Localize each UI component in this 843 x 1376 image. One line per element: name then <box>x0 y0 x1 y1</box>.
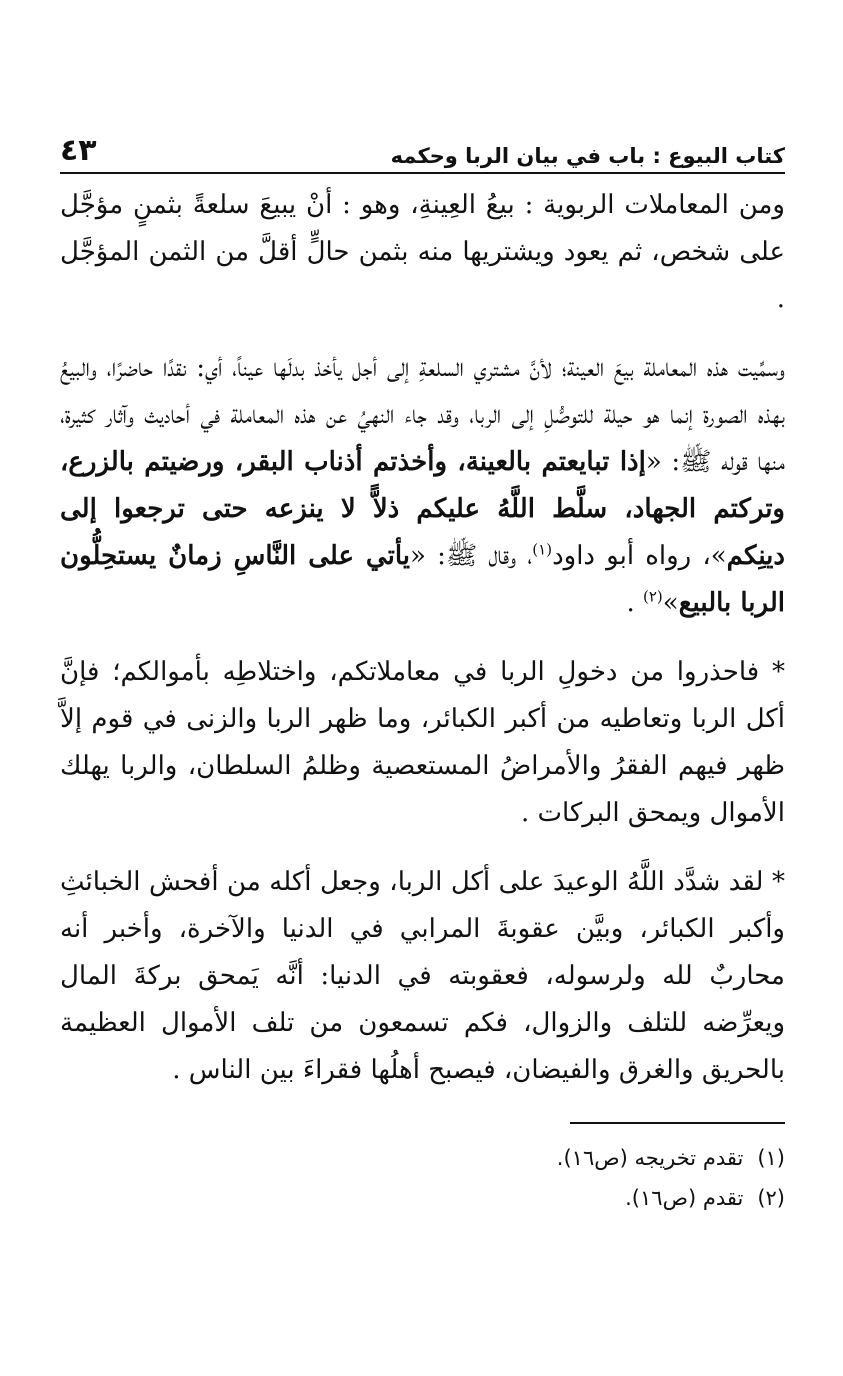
paragraph-2-text-1: وسمِّيت هذه المعاملة بيعَ العينة؛ لأنَّ مشتري السلعةِ إلى أجل يأخذ بدلَها عيناً، أي: نقدًا حاضرًا، والبيعُ بهذه الصورة إنما هو حيلة للتوصُّلِ إلى الربا، وقد جاء النهيُ عن هذه المعاملة في أحاديث وآثار كثيرة، منها قوله ﷺ: « <box>60 353 785 477</box>
footnote-ref-2: (٢) <box>642 587 663 606</box>
paragraph-1: ومن المعاملات الربوية : بيعُ العِينةِ، وهو : أنْ يبيعَ سلعةً بثمنٍ مؤجَّل على شخص، ثم يعود ويشتريها منه بثمن حالٍّ أقلَّ من الثمن المؤجَّل . <box>60 190 785 314</box>
footnote-number: (٢) <box>757 1186 785 1210</box>
paragraph-2-text-3: ، وقال ﷺ: « <box>410 541 533 571</box>
footnote-ref-1: (١) <box>532 540 553 559</box>
footnote-text: تقدم تخريجه (ص١٦). <box>556 1146 744 1170</box>
footnotes <box>60 1138 785 1218</box>
paragraph-2 <box>60 345 785 627</box>
hadith-1: إذا تبايعتم بالعينة، وأخذتم أذناب البقر، ورضيتم بالزرع، وتركتم الجهاد، سلَّط اللَّهُ عليكم ذلاًّ لا ينزعه حتى ترجعوا إلى دينِكم <box>60 447 785 571</box>
paragraph-3: * فاحذروا من دخولِ الربا في معاملاتكم، واختلاطِه بأموالكم؛ فإنَّ أكل الربا وتعاطيه من أكبر الكبائر، وما ظهر الربا والزنى في قوم إلاَّ ظهر فيهم الفقرُ والأمراضُ المستعصية وظلمُ السلطان، والربا يهلك الأموال ويمحق البركات . <box>60 657 785 828</box>
footnote-divider <box>570 1122 785 1124</box>
footnote-2 <box>60 1178 785 1218</box>
footnote-number: (١) <box>757 1146 785 1170</box>
page-body <box>60 182 785 1094</box>
page-number: ٤٣ <box>60 133 97 168</box>
hadith-2: يأتي على النَّاسِ زمانٌ يستحِلُّون الربا بالبيع <box>60 541 785 618</box>
paragraph-2-text-2: »، رواه أبو داود <box>552 541 727 571</box>
page-header <box>60 120 785 174</box>
paragraph-2-text-5: . <box>626 588 643 618</box>
paragraph-2-text-4: » <box>662 588 679 618</box>
footnote-text: تقدم (ص١٦). <box>625 1186 744 1210</box>
book-page <box>60 120 785 1218</box>
running-title: كتاب البيوع : باب في بيان الربا وحكمه <box>390 144 785 168</box>
footnote-1 <box>60 1138 785 1178</box>
paragraph-4: * لقد شدَّد اللَّهُ الوعيدَ على أكل الربا، وجعل أكله من أفحش الخبائثِ وأكبر الكبائر، وبيَّن عقوبةَ المرابي في الدنيا والآخرة، وأخبر أنه محاربٌ لله ولرسوله، فعقوبته في الدنيا: أنَّه يَمحق بركةَ المال ويعرِّضه للتلف والزوال، فكم تسمعون من تلف الأموال العظيمة بالحريق والغرق والفيضان، فيصبح أهلُها فقراءَ بين الناس . <box>60 867 785 1085</box>
